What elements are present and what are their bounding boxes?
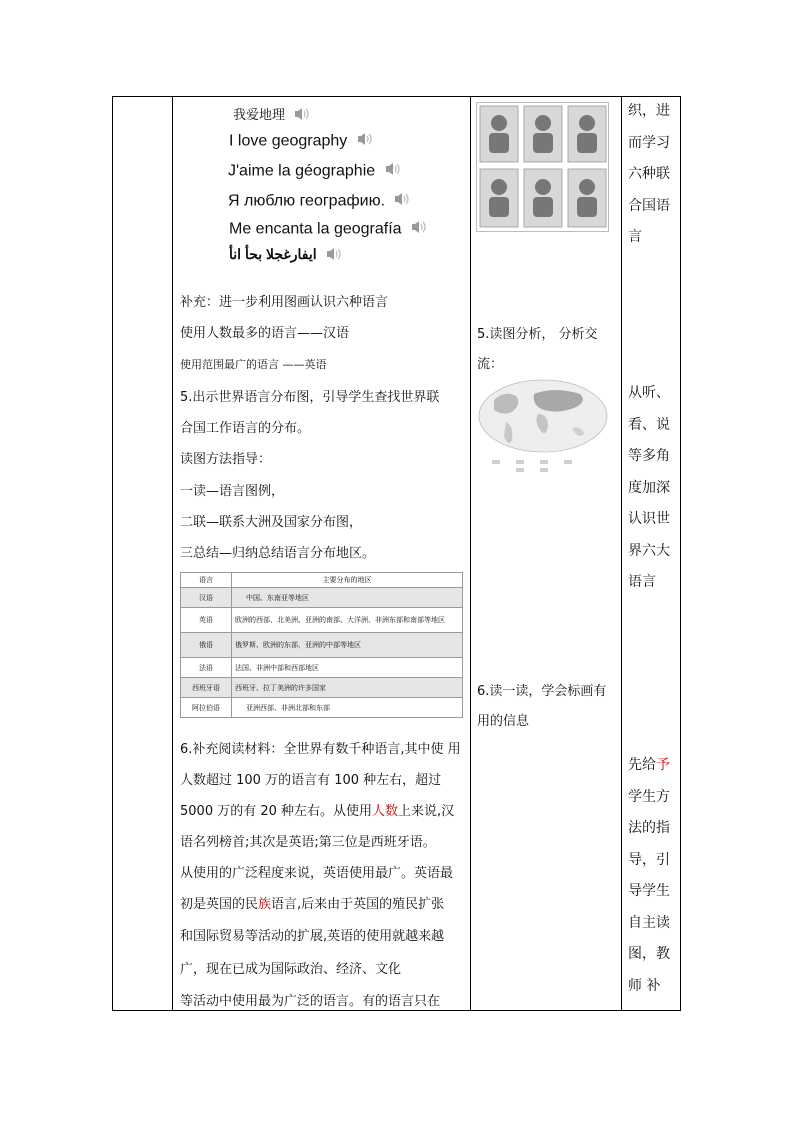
read-method-3: 三总结—归纳总结语言分布地区。 <box>180 546 376 561</box>
table-row <box>181 588 463 608</box>
column-divider-3 <box>621 96 622 1011</box>
table-cell-language: 俄语 <box>181 633 232 658</box>
table-left-border <box>112 96 113 1011</box>
intent-block-3 <box>628 750 670 1002</box>
table-header-language: 语言 <box>181 573 232 588</box>
table-header-region: 主要分布的地区 <box>232 573 463 588</box>
intent-line: 合国语 <box>628 197 670 214</box>
intent-line: 六种联 <box>628 166 670 182</box>
intent-line-highlight: 予 <box>656 757 670 773</box>
reading-line-7: 和国际贸易等活动的扩展,英语的使用就越来越 <box>180 929 445 944</box>
column-divider-2 <box>470 96 471 1011</box>
column-divider-1 <box>172 96 173 1011</box>
intro-line-russian <box>228 191 411 212</box>
intent-line: 语言 <box>628 574 656 590</box>
table-top-border <box>112 96 680 97</box>
reading-line-3-end: 上来说,汉 <box>398 804 455 819</box>
intro-text-french: J'aime la géographie <box>228 162 376 180</box>
reading-line-6 <box>180 893 444 912</box>
reading-line-5: 从使用的广泛程度来说，英语使用最广。英语最 <box>180 866 454 881</box>
table-bottom-border <box>112 1010 680 1011</box>
speaker-icon[interactable] <box>356 131 374 152</box>
reading-line-6-end: 语言,后来由于英国的殖民扩张 <box>271 897 445 912</box>
supplement-line-3: 使用范围最广的语言 ——英语 <box>180 358 327 371</box>
reading-line-4: 语名列榜首;其次是英语;第三位是西班牙语。 <box>180 835 436 850</box>
reading-line-3 <box>180 800 454 819</box>
reading-line-3-highlight: 人数 <box>372 804 399 819</box>
table-row <box>181 633 463 658</box>
intent-line: 等多角 <box>628 448 670 464</box>
reading-line-3-start: 5000 万的有 20 种左右。从使用 <box>180 804 373 819</box>
intent-line: 而学习 <box>628 134 670 151</box>
read-method-1: 一读—语言图例， <box>180 484 285 499</box>
intent-line-start: 先给 <box>628 757 656 773</box>
speaker-icon[interactable] <box>384 161 402 182</box>
intent-line: 从听、 <box>628 385 670 401</box>
table-cell-region: 亚洲西部、非洲北部和东部 <box>232 698 463 718</box>
table-cell-region: 中国、东南亚等地区 <box>232 588 463 608</box>
intent-block-2 <box>628 378 670 599</box>
table-cell-language: 西班牙语 <box>181 678 232 698</box>
table-cell-language: 法语 <box>181 658 232 678</box>
intent-line <box>628 750 670 782</box>
read-method-2: 二联—联系大洲及国家分布图， <box>180 515 363 530</box>
reading-line-9: 等活动中使用最为广泛的语言。有的语言只在 <box>180 994 441 1009</box>
table-header-row <box>181 573 463 588</box>
intent-line: 织，进 <box>628 103 670 119</box>
intent-line: 导学生 <box>628 883 670 899</box>
supplement-line-2: 使用人数最多的语言——汉语 <box>180 326 350 341</box>
intro-line-arabic <box>229 246 343 265</box>
reading-line-6-start: 初是英国的民 <box>180 897 259 912</box>
intent-line: 看、说 <box>628 416 670 433</box>
table-row <box>181 678 463 698</box>
speaker-icon[interactable] <box>293 106 311 126</box>
intent-line: 图，教 <box>628 946 670 962</box>
table-cell-language: 汉语 <box>181 588 232 608</box>
intent-line: 学生方 <box>628 788 670 805</box>
intro-line-english <box>229 131 374 152</box>
student-step5-line-1: 5.读图分析， 分析交 <box>477 327 598 342</box>
intent-line: 认识世 <box>628 511 670 527</box>
table-cell-region: 西班牙、拉丁美洲的许多国家 <box>232 678 463 698</box>
intent-line: 导，引 <box>628 851 670 868</box>
reading-line-6-highlight: 族 <box>258 897 272 912</box>
intro-text-arabic: ايفارغجلا بحأ انأ <box>229 246 317 263</box>
world-language-map <box>476 378 610 474</box>
intent-line: 度加深 <box>628 479 670 496</box>
table-cell-region: 俄罗斯、欧洲的东部，亚洲的中部等地区 <box>232 633 463 658</box>
intent-line: 法的指 <box>628 820 670 836</box>
intro-text-spanish: Me encanta la geografía <box>229 220 402 238</box>
intent-line: 自主读 <box>628 914 670 931</box>
intro-line-french <box>228 161 402 182</box>
table-row <box>181 658 463 678</box>
intent-block-1 <box>628 96 670 254</box>
supplement-line-1: 补充：进一步利用图画认识六种语言 <box>180 295 389 310</box>
table-row <box>181 608 463 633</box>
intent-line: 言 <box>628 229 642 245</box>
speaker-icon[interactable] <box>410 219 428 240</box>
intro-text-english: I love geography <box>229 132 348 150</box>
intent-line: 师 补 <box>628 977 661 994</box>
intro-text-russian: Я люблю географию. <box>228 192 386 210</box>
intro-line-chinese <box>233 104 311 126</box>
table-cell-language: 阿拉伯语 <box>181 698 232 718</box>
reading-line-2: 人数超过 100 万的语言有 100 种左右，超过 <box>180 773 442 788</box>
intent-line: 界六大 <box>628 542 670 559</box>
table-cell-region: 欧洲的西部、北美洲、亚洲的南部、大洋洲、非洲东部和南部等地区 <box>232 608 463 633</box>
student-step6-line-1: 6.读一读，学会标画有 <box>477 684 607 699</box>
children-speaking-languages-illustration <box>476 102 609 232</box>
step5-line-1: 5.出示世界语言分布图，引导学生查找世界联 <box>180 390 440 405</box>
language-distribution-table <box>180 572 463 718</box>
intro-text-chinese: 我爱地理 <box>233 108 286 123</box>
speaker-icon[interactable] <box>325 246 343 265</box>
speaker-icon[interactable] <box>393 191 411 212</box>
table-row <box>181 698 463 718</box>
table-cell-region: 法国、非洲中部和西部地区 <box>232 658 463 678</box>
student-step5-line-2: 流： <box>477 357 504 372</box>
reading-line-8: 广，现在已成为国际政治、经济、文化 <box>180 962 402 977</box>
read-method-title: 读图方法指导： <box>180 452 272 467</box>
step5-line-2: 合国工作语言的分布。 <box>180 421 311 436</box>
intro-line-spanish <box>229 219 428 240</box>
table-cell-language: 英语 <box>181 608 232 633</box>
reading-line-1: 6.补充阅读材料：全世界有数千种语言,其中使 用 <box>180 742 461 757</box>
table-right-border <box>680 96 681 1011</box>
student-step6-line-2: 用的信息 <box>477 714 530 729</box>
